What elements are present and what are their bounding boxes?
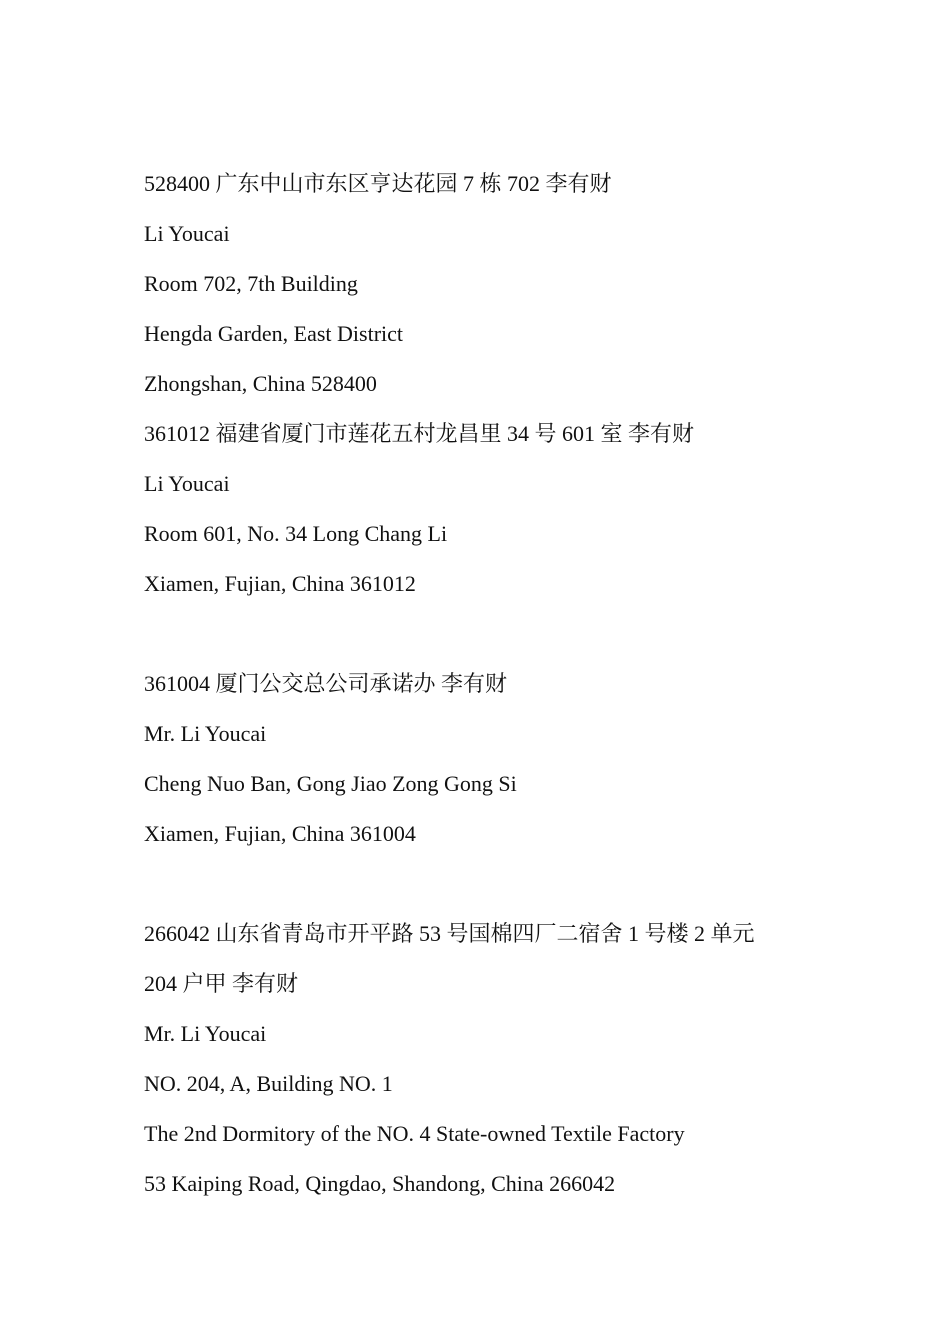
address-line: The 2nd Dormitory of the NO. 4 State-owned Textile Factory	[144, 1121, 685, 1146]
block-spacer	[144, 616, 824, 666]
address-line: Xiamen, Fujian, China 361004	[144, 821, 416, 846]
address-line: Room 702, 7th Building	[144, 271, 358, 296]
address-line: 528400 广东中山市东区亨达花园 7 栋 702 李有财	[144, 171, 612, 196]
address-block-3	[144, 666, 824, 866]
address-line: Zhongshan, China 528400	[144, 371, 377, 396]
address-list	[144, 166, 824, 1216]
address-line: Mr. Li Youcai	[144, 721, 267, 746]
address-line: Li Youcai	[144, 221, 230, 246]
address-line: NO. 204, A, Building NO. 1	[144, 1071, 393, 1096]
address-line: 361012 福建省厦门市莲花五村龙昌里 34 号 601 室 李有财	[144, 421, 695, 446]
address-line: 361004 厦门公交总公司承诺办 李有财	[144, 671, 508, 696]
address-line: Cheng Nuo Ban, Gong Jiao Zong Gong Si	[144, 771, 517, 796]
address-line: Xiamen, Fujian, China 361012	[144, 571, 416, 596]
address-line: Hengda Garden, East District	[144, 321, 404, 346]
address-line: Room 601, No. 34 Long Chang Li	[144, 521, 448, 546]
address-line: Mr. Li Youcai	[144, 1021, 267, 1046]
address-block-2	[144, 416, 824, 616]
address-line: 53 Kaiping Road, Qingdao, Shandong, China 266042	[144, 1171, 616, 1196]
block-spacer	[144, 866, 824, 916]
address-line: Li Youcai	[144, 471, 230, 496]
address-line: 204 户甲 李有财	[144, 971, 299, 996]
address-block-4	[144, 916, 824, 1216]
address-line: 266042 山东省青岛市开平路 53 号国棉四厂二宿舍 1 号楼 2 单元	[144, 921, 755, 946]
address-block-1	[144, 166, 824, 416]
